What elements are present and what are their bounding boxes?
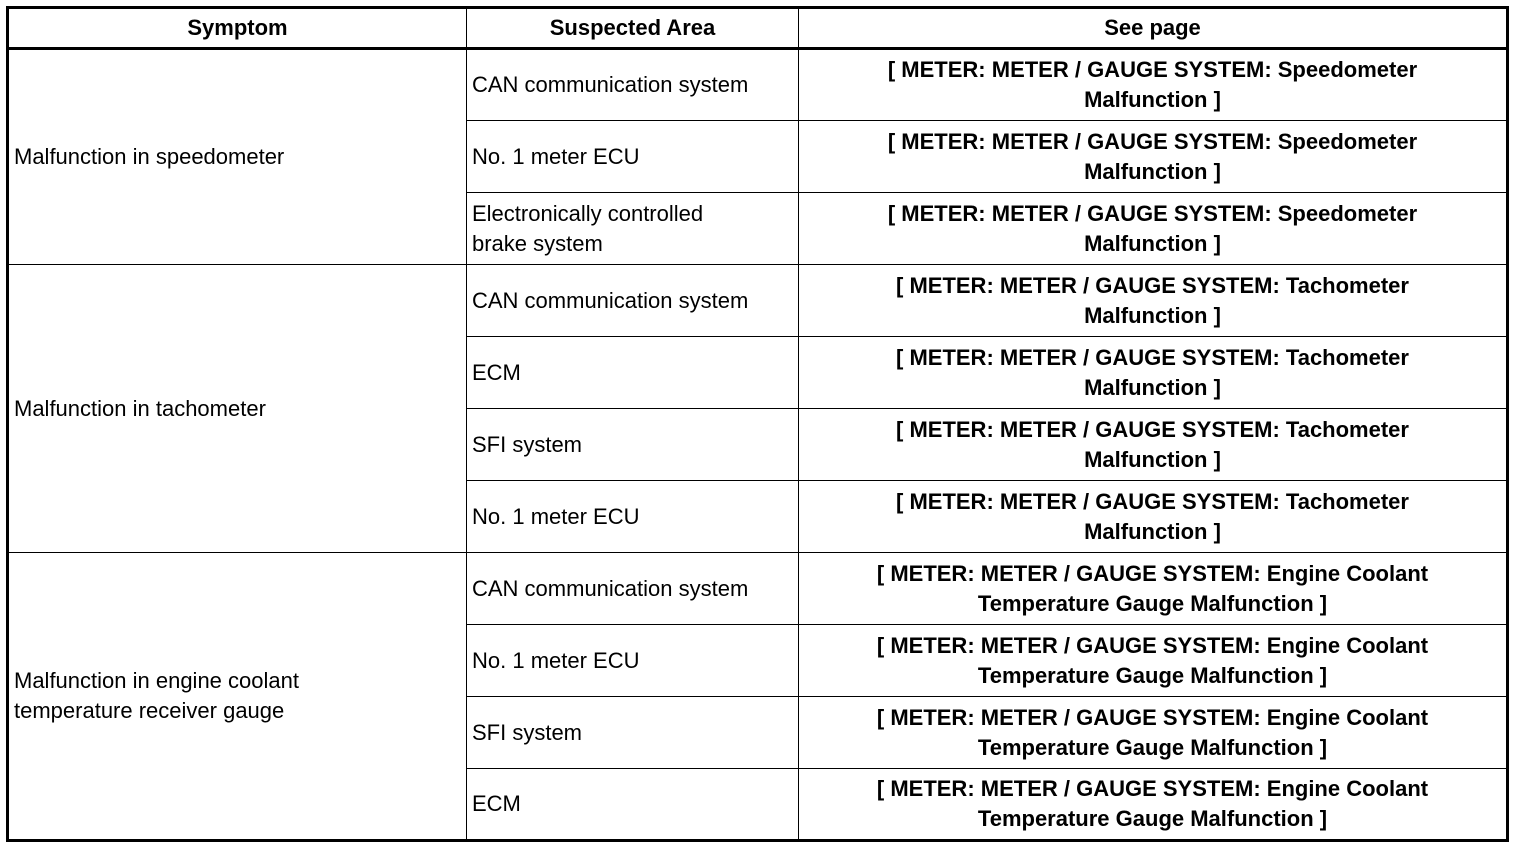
suspected-area-cell: SFI system <box>467 409 799 481</box>
see-page-link[interactable]: [ METER: METER / GAUGE SYSTEM: Speedometer Malfunction ] <box>887 57 1418 112</box>
see-page-link[interactable]: [ METER: METER / GAUGE SYSTEM: Tachometer Malfunction ] <box>896 488 1409 544</box>
see-page-cell[interactable] <box>799 337 1508 409</box>
suspected-area-cell: ECM <box>467 769 799 841</box>
see-page-cell[interactable] <box>799 409 1508 481</box>
see-page-cell[interactable] <box>799 49 1508 121</box>
suspected-area-cell: No. 1 meter ECU <box>467 625 799 697</box>
see-page-cell[interactable] <box>799 553 1508 625</box>
see-page-link[interactable]: [ METER: METER / GAUGE SYSTEM: Engine Coolant Temperature Gauge Malfunction ] <box>876 704 1429 760</box>
see-page-link[interactable]: [ METER: METER / GAUGE SYSTEM: Tachometer Malfunction ] <box>896 416 1409 472</box>
suspected-area-cell: ECM <box>467 337 799 409</box>
suspected-area-cell: CAN communication system <box>467 553 799 625</box>
table-row <box>8 553 1508 625</box>
table-row <box>8 49 1508 121</box>
symptom-cell: Malfunction in speedometer <box>8 49 467 265</box>
suspected-area-cell: No. 1 meter ECU <box>467 481 799 553</box>
symptom-text: Malfunction in engine coolant temperature receiver gauge <box>14 668 299 723</box>
suspected-area-cell: SFI system <box>467 697 799 769</box>
suspected-area-cell: No. 1 meter ECU <box>467 121 799 193</box>
header-see-page: See page <box>799 8 1508 49</box>
see-page-link[interactable]: [ METER: METER / GAUGE SYSTEM: Speedometer Malfunction ] <box>887 200 1418 256</box>
symptom-cell <box>8 553 467 841</box>
see-page-link[interactable]: [ METER: METER / GAUGE SYSTEM: Speedometer Malfunction ] <box>887 128 1418 184</box>
problem-symptoms-table <box>6 6 1509 842</box>
header-suspected-area: Suspected Area <box>467 8 799 49</box>
see-page-cell[interactable] <box>799 625 1508 697</box>
see-page-link[interactable]: [ METER: METER / GAUGE SYSTEM: Engine Coolant Temperature Gauge Malfunction ] <box>876 632 1429 688</box>
suspected-area-cell: CAN communication system <box>467 265 799 337</box>
see-page-link[interactable]: [ METER: METER / GAUGE SYSTEM: Engine Coolant Temperature Gauge Malfunction ] <box>876 776 1429 831</box>
see-page-cell[interactable] <box>799 697 1508 769</box>
see-page-cell[interactable] <box>799 481 1508 553</box>
see-page-link[interactable]: [ METER: METER / GAUGE SYSTEM: Tachometer Malfunction ] <box>896 344 1409 400</box>
see-page-link[interactable]: [ METER: METER / GAUGE SYSTEM: Tachometer Malfunction ] <box>896 272 1409 328</box>
table-row <box>8 265 1508 337</box>
see-page-cell[interactable] <box>799 121 1508 193</box>
header-symptom: Symptom <box>8 8 467 49</box>
suspected-area-text: Electronically controlled brake system <box>472 200 704 256</box>
suspected-area-cell: CAN communication system <box>467 49 799 121</box>
suspected-area-cell <box>467 193 799 265</box>
symptom-cell: Malfunction in tachometer <box>8 265 467 553</box>
see-page-cell[interactable] <box>799 193 1508 265</box>
see-page-link[interactable]: [ METER: METER / GAUGE SYSTEM: Engine Coolant Temperature Gauge Malfunction ] <box>876 560 1429 616</box>
header-row <box>8 8 1508 49</box>
see-page-cell[interactable] <box>799 769 1508 841</box>
see-page-cell[interactable] <box>799 265 1508 337</box>
